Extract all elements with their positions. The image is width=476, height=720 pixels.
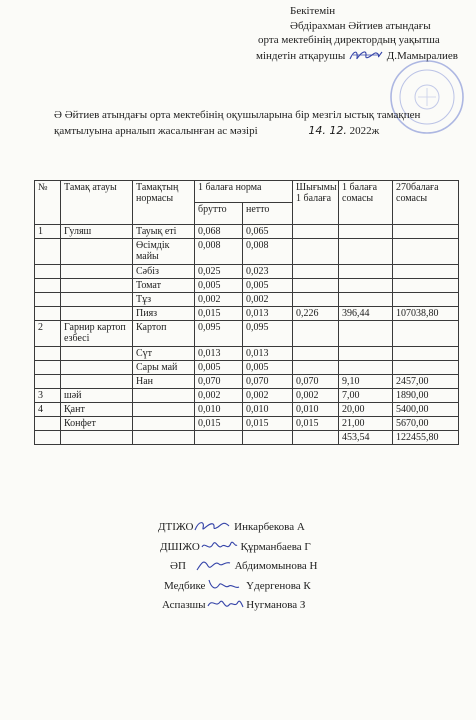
signatory-role: ӘП — [170, 560, 186, 572]
table-cell — [35, 293, 61, 307]
table-cell — [393, 239, 459, 265]
table-cell: 0,002 — [243, 293, 293, 307]
table-cell — [393, 265, 459, 279]
signature-icon — [194, 557, 232, 573]
table-cell: Сүт — [133, 347, 195, 361]
table-cell: Тұз — [133, 293, 195, 307]
signature-icon — [200, 538, 238, 554]
table-cell: 0,095 — [243, 321, 293, 347]
table-cell — [243, 431, 293, 445]
header-per-child: 1 балаға норма — [195, 181, 293, 203]
table-cell: 7,00 — [339, 389, 393, 403]
table-cell — [61, 347, 133, 361]
table-cell — [339, 361, 393, 375]
approval-school: Әбдірахман Әйтиев атындағы — [290, 19, 431, 32]
table-cell — [393, 321, 459, 347]
table-row — [35, 361, 459, 375]
table-cell: 0,005 — [243, 279, 293, 293]
approval-position: орта мектебінің директордың уақытша — [258, 34, 440, 46]
table-cell: 0,005 — [195, 279, 243, 293]
table-cell: Пияз — [133, 307, 195, 321]
approval-role: міндетін атқарушы — [256, 49, 346, 62]
approval-title: Бекітемін — [290, 5, 336, 17]
table-cell — [293, 347, 339, 361]
table-cell: 0,008 — [243, 239, 293, 265]
header-no: № — [35, 181, 61, 225]
menu-table — [34, 180, 459, 445]
table-cell — [35, 307, 61, 321]
table-cell — [35, 417, 61, 431]
signatory-name: Құрманбаева Г — [240, 540, 311, 553]
table-cell — [61, 361, 133, 375]
table-cell: 0,002 — [243, 389, 293, 403]
header-output: Шығымы 1 балаға — [293, 181, 339, 225]
header-sum270: 270балаға сомасы — [393, 181, 459, 225]
table-row — [35, 265, 459, 279]
table-cell — [61, 293, 133, 307]
table-cell: 0,015 — [195, 417, 243, 431]
table-cell: 122455,80 — [393, 431, 459, 445]
signature-row — [158, 518, 317, 538]
table-cell: 0,005 — [195, 361, 243, 375]
table-cell: 2457,00 — [393, 375, 459, 389]
table-cell — [35, 239, 61, 265]
table-cell: 21,00 — [339, 417, 393, 431]
heading-date — [308, 123, 379, 139]
header-name: Тамақ атауы — [61, 181, 133, 225]
table-cell — [339, 293, 393, 307]
signature-icon — [205, 577, 243, 593]
table-body — [35, 225, 459, 445]
table-cell: 1 — [35, 225, 61, 239]
table-cell — [61, 375, 133, 389]
table-cell: Сәбіз — [133, 265, 195, 279]
table-cell: 0,025 — [195, 265, 243, 279]
signatory-role: ДШІЖО — [160, 540, 200, 553]
table-cell — [339, 265, 393, 279]
table-cell — [61, 431, 133, 445]
table-cell — [35, 431, 61, 445]
table-row — [35, 225, 459, 239]
table-cell: 453,54 — [339, 431, 393, 445]
table-cell: 5400,00 — [393, 403, 459, 417]
table-cell: 0,070 — [243, 375, 293, 389]
table-cell — [393, 225, 459, 239]
table-cell — [339, 347, 393, 361]
table-cell — [339, 321, 393, 347]
table-cell: Нан — [133, 375, 195, 389]
table-cell: 2 — [35, 321, 61, 347]
table-cell — [133, 403, 195, 417]
table-cell — [293, 361, 339, 375]
table-cell: 107038,80 — [393, 307, 459, 321]
table-row — [35, 321, 459, 347]
handwritten-date: 14. 12. — [308, 124, 347, 137]
table-cell: 0,010 — [195, 403, 243, 417]
table-cell: 0,005 — [243, 361, 293, 375]
signature-row — [170, 557, 317, 577]
table-cell: Гуляш — [61, 225, 133, 239]
table-cell — [61, 239, 133, 265]
signatory-role: Аспазшы — [162, 599, 206, 611]
menu-heading — [54, 108, 458, 139]
signatory-name: Инкарбекова А — [234, 521, 305, 533]
table-cell — [61, 265, 133, 279]
table-cell: 0,023 — [243, 265, 293, 279]
table-cell: 5670,00 — [393, 417, 459, 431]
table-row — [35, 389, 459, 403]
signature-icon — [193, 518, 231, 534]
table-cell: Өсімдік майы — [133, 239, 195, 265]
table-cell: 0,070 — [293, 375, 339, 389]
table-header-row — [35, 181, 459, 203]
table-cell: 3 — [35, 389, 61, 403]
table-cell — [35, 347, 61, 361]
approval-signer-name: Д.Мамыралиев — [386, 49, 458, 62]
table-cell: 0,013 — [243, 307, 293, 321]
table-cell: 0,226 — [293, 307, 339, 321]
table-cell: шәй — [61, 389, 133, 403]
table-cell — [293, 265, 339, 279]
table-cell — [293, 239, 339, 265]
header-sum1: 1 балаға сомасы — [339, 181, 393, 225]
table-cell — [293, 321, 339, 347]
signatory-role: Медбике — [164, 579, 206, 592]
table-cell: 0,002 — [195, 389, 243, 403]
table-cell — [339, 239, 393, 265]
table-cell: 0,013 — [195, 347, 243, 361]
signature-row — [160, 538, 317, 558]
table-cell: 0,015 — [293, 417, 339, 431]
table-cell — [339, 225, 393, 239]
table-cell — [293, 225, 339, 239]
table-cell: 0,008 — [195, 239, 243, 265]
table-row — [35, 279, 459, 293]
heading-year: 2022ж — [349, 125, 380, 137]
signature-row — [162, 596, 317, 616]
table-cell: 0,013 — [243, 347, 293, 361]
table-cell: 0,070 — [195, 375, 243, 389]
table-cell: 396,44 — [339, 307, 393, 321]
signatory-name: Абдимомынова Н — [234, 560, 318, 572]
heading-text: Ә Әйтиев атындағы орта мектебінің оқушыларына бір мезгіл ыстық тамақпен қамтылуына арналып жасалынған ас мәзірі — [54, 109, 421, 137]
table-row — [35, 431, 459, 445]
table-cell: Конфет — [61, 417, 133, 431]
table-cell — [393, 361, 459, 375]
header-netto: нетто — [243, 203, 293, 225]
table-cell: Гарнир картоп езбесі — [61, 321, 133, 347]
table-cell: 0,002 — [195, 293, 243, 307]
table-cell: Тауық еті — [133, 225, 195, 239]
table-cell — [35, 265, 61, 279]
table-cell — [293, 293, 339, 307]
table-row — [35, 417, 459, 431]
table-cell — [393, 293, 459, 307]
table-cell — [133, 417, 195, 431]
table-cell: 9,10 — [339, 375, 393, 389]
table-cell — [133, 431, 195, 445]
table-cell: 0,010 — [293, 403, 339, 417]
table-cell — [61, 307, 133, 321]
table-cell: Сары май — [133, 361, 195, 375]
signature-row — [164, 577, 317, 597]
table-cell — [35, 361, 61, 375]
signatory-name: Үдергенова К — [246, 579, 311, 592]
table-cell: 0,002 — [293, 389, 339, 403]
table-cell: 0,068 — [195, 225, 243, 239]
table-cell — [293, 431, 339, 445]
table-cell: Картоп — [133, 321, 195, 347]
table-cell: Томат — [133, 279, 195, 293]
director-signature-icon — [348, 48, 384, 62]
signatory-role: ДТІЖО — [158, 521, 194, 533]
table-cell: 0,010 — [243, 403, 293, 417]
table-cell — [35, 375, 61, 389]
signatures-block — [150, 518, 317, 616]
table-row — [35, 239, 459, 265]
table-cell — [195, 431, 243, 445]
table-cell: 20,00 — [339, 403, 393, 417]
table-cell — [293, 279, 339, 293]
table-cell: Қант — [61, 403, 133, 417]
table-cell — [61, 279, 133, 293]
header-brutto: брутто — [195, 203, 243, 225]
table-cell — [339, 279, 393, 293]
table-cell: 4 — [35, 403, 61, 417]
table-cell — [393, 347, 459, 361]
signature-icon — [206, 596, 244, 612]
table-row — [35, 403, 459, 417]
table-cell — [35, 279, 61, 293]
table-cell — [393, 279, 459, 293]
table-row — [35, 307, 459, 321]
signatory-name: Нугманова З — [246, 599, 306, 611]
header-norm: Тамақтың нормасы — [133, 181, 195, 225]
table-cell: 0,065 — [243, 225, 293, 239]
table-row — [35, 375, 459, 389]
table-cell: 0,015 — [243, 417, 293, 431]
table-cell: 1890,00 — [393, 389, 459, 403]
table-row — [35, 347, 459, 361]
table-cell: 0,095 — [195, 321, 243, 347]
table-cell — [133, 389, 195, 403]
table-row — [35, 293, 459, 307]
table-cell: 0,015 — [195, 307, 243, 321]
approval-block — [252, 4, 458, 63]
